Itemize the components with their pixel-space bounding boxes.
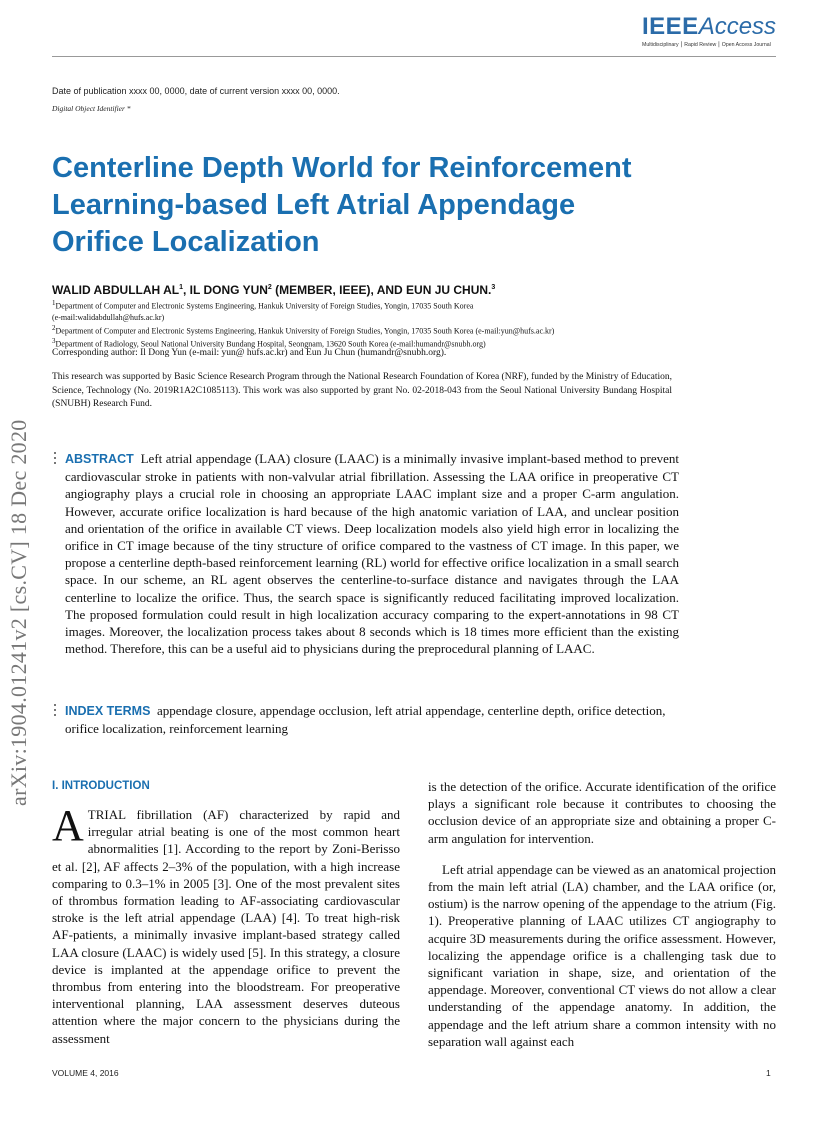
intro-paragraph-1 (52, 801, 400, 1047)
header-rule (52, 56, 776, 57)
drop-cap: A (52, 801, 84, 850)
index-terms-dots (54, 704, 56, 719)
intro-paragraph-1-text: TRIAL fibrillation (AF) characterized by rapid and irregular atrial beating is one of the most common heart abnormalities [1]. According to the report by Zoni-Berisso et al. [2], AF affects 2–3% of the population, with a high increase comparing to 0.3–1% in 2005 [3]. One of the most prevalent sites of thrombus formation leading to AF-associating cardiovascular stroke is the left atrial appendage (LAA) [4]. To treat high-risk AF-patients, a minimally invasive implant-based strategy called LAA closure (LAAC) is widely used [5]. In this strategy, a closure device is implanted at the appendage orifice to prevent the thrombus from entering into the bloodstream. For preoperative interventional planning, LAA assessment deserves duteous attention where the major concern to the physicians during the assessment (52, 807, 400, 1046)
section-heading-introduction: I. INTRODUCTION (52, 780, 150, 792)
affiliations (52, 298, 692, 350)
abstract-dots (54, 452, 56, 467)
logo-tagline: Multidisciplinary ⎮ Rapid Review ⎮ Open Access Journal (642, 42, 771, 48)
arxiv-side-stamp: arXiv:1904.01241v2 [cs.CV] 18 Dec 2020 (6, 419, 31, 806)
paper-title: Centerline Depth World for Reinforcement Learning-based Left Atrial Appendage Orifice Localization (52, 152, 632, 258)
ieee-access-logo (642, 13, 777, 54)
abstract-text: Left atrial appendage (LAA) closure (LAAC) is a minimally invasive implant-based method to prevent cardiovascular stroke in patients with non-valvular atrial fibrillation. Assessing the LAA orifice in preoperative CT angiography plays a crucial role in choosing an appropriate LAAC implant size and a proper C-arm angulation. However, accurate orifice localization is hard because of the high anatomic variation of LAA, and unclear position and orientation of the orifice in available CT views. Deep localization models also yield high error in localizing the orifice in CT image because of the tiny structure of orifice compared to the vastness of CT image. In this paper, we propose a centerline depth-based reinforcement learning (RL) world for effective orifice localization in a small search space. In our scheme, an RL agent observes the centerline-to-surface distance and navigates through the LAA centerline to localize the orifice. Thus, the search space is significantly reduced facilitating improved localization. The proposed formulation could result in high localization accuracy comparing to the expert-annotations in 98 CT images. Moreover, the localization process takes about 8 seconds which is 18 times more efficient than the existing method. Therefore, this can be a useful aid to physicians during the preprocedural planning of LAAC. (65, 451, 679, 657)
intro-paragraph-continued: is the detection of the orifice. Accurate identification of the orifice plays a significant role because it contributes to choosing the occlusion device of an appropriate size and obtaining a proper C-arm angulation for intervention. (428, 779, 776, 846)
affiliation-text: Department of Computer and Electronic Systems Engineering, Hankuk University of Foreign Studies, Yongin, 17035 South Korea (e-mail:yun@hufs.ac.kr) (55, 326, 555, 336)
author-1-sup: 1 (179, 284, 183, 291)
author-2: , IL DONG YUN (183, 283, 268, 297)
affiliation-line (52, 298, 692, 312)
affiliation-sup: 1 (52, 299, 56, 307)
affiliation-line (52, 312, 692, 323)
logo-ieee: IEEE (642, 13, 699, 40)
footer-page-number: 1 (766, 1068, 771, 1078)
intro-paragraph-2: Left atrial appendage can be viewed as an anatomical projection from the main left atrial (LA) chamber, and the LAA orifice (or, ostium) is the narrow opening of the appendage to the atrium (Fig. 1). Preoperative planning of LAAC utilizes CT angiography to acquire 3D measurements during the orifice assessment. However, localizing the appendage orifice is a challenging task due to significant variation in shape, size, and orientation of the appendage. Moreover, conventional CT views do not allow a clear understanding of the appendage anatomy. In addition, the appendage and the left atrium share a common intensity with no separation wall against each (428, 861, 776, 1049)
right-column (428, 778, 776, 1050)
index-terms-text: appendage closure, appendage occlusion, left atrial appendage, centerline depth, orifice detection, orifice localization, reinforcement learning (65, 703, 666, 737)
logo-wordmark (642, 13, 777, 40)
funding-statement: This research was supported by Basic Science Research Program through the National Research Foundation of Korea (NRF), funded by the Ministry of Education, Science, Technology (No. 2019R1A2C1085113). This work was also supported by grant No. 02-2018-043 from the Seoul National University Bundang Hospital (SNUBH) Research Fund. (52, 372, 672, 409)
publication-date: Date of publication xxxx 00, 0000, date of current version xxxx 00, 0000. (52, 86, 340, 96)
digital-object-identifier: Digital Object Identifier * (52, 104, 131, 113)
affiliation-text: Department of Radiology, Seoul National University Bundang Hospital, Seongnam, 13620 South Korea (e-mail:humandr@snubh.org) (55, 339, 486, 349)
logo-access: Access (698, 13, 777, 40)
corresponding-author: Corresponding author: Il Dong Yun (e-mail: yun@ hufs.ac.kr) and Eun Ju Chun (humandr@snubh.org). (52, 348, 447, 358)
author-3: (MEMBER, IEEE), AND EUN JU CHUN. (271, 283, 492, 297)
left-column (52, 778, 400, 1047)
author-list (52, 283, 752, 297)
author-2-sup: 2 (267, 284, 272, 291)
author-3-sup: 3 (491, 284, 496, 291)
abstract-label: ABSTRACT (65, 452, 134, 466)
affiliation-text: Department of Computer and Electronic Systems Engineering, Hankuk University of Foreign Studies, Yongin, 17035 South Korea (55, 301, 474, 311)
affiliation-sup: 2 (52, 323, 56, 332)
footer-volume: VOLUME 4, 2016 (52, 1068, 119, 1078)
affiliation-text: (e-mail:walidabdullah@hufs.ac.kr) (52, 312, 165, 322)
affiliation-sup: 3 (52, 337, 56, 346)
index-terms-label: INDEX TERMS (65, 704, 151, 718)
index-terms (65, 702, 679, 737)
author-1: WALID ABDULLAH AL (52, 283, 180, 297)
abstract (65, 450, 679, 657)
affiliation-line (52, 323, 692, 337)
